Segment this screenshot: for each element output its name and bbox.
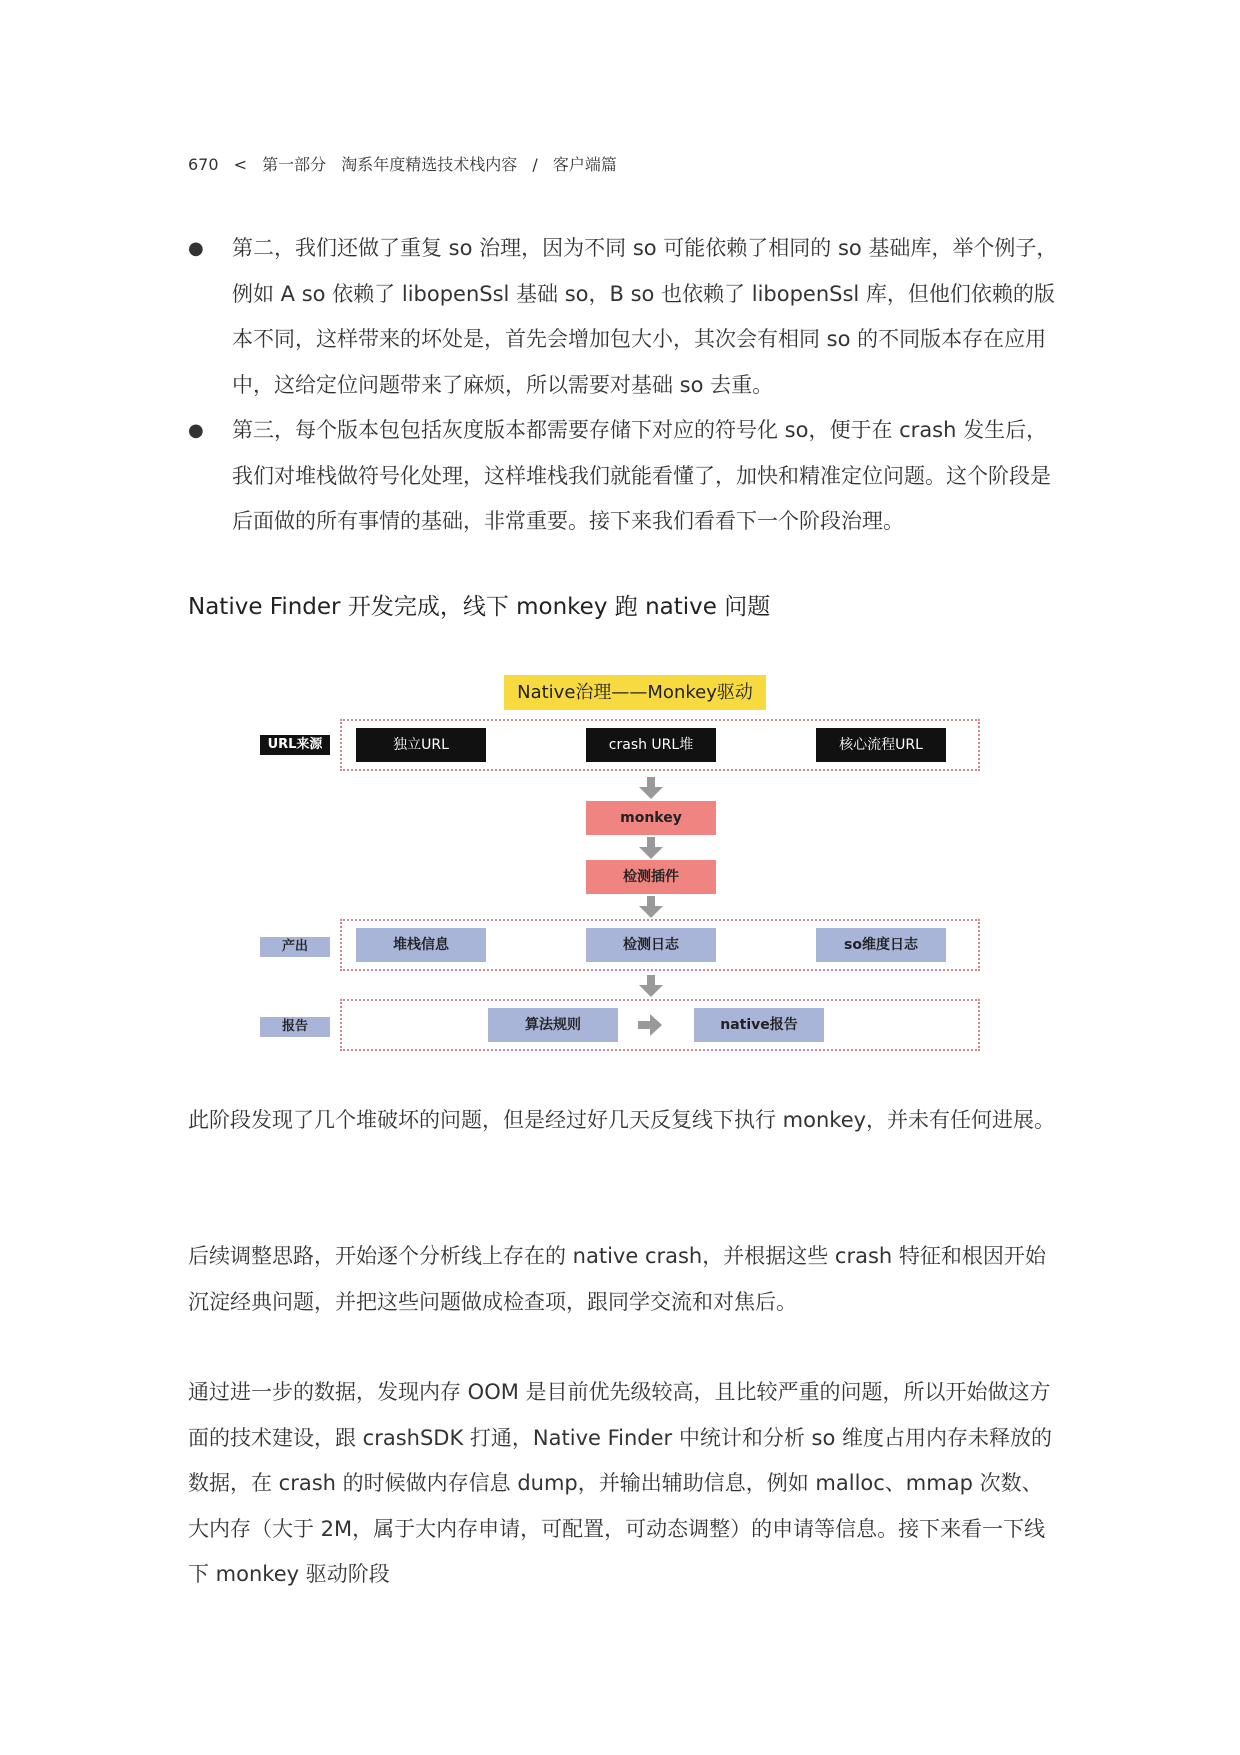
section-title: Native Finder 开发完成，线下 monkey 跑 native 问题 (188, 594, 771, 620)
diagram-title: Native治理——Monkey驱动 (504, 675, 766, 710)
bullet-item (188, 226, 1058, 408)
chevron-left-icon: < (233, 155, 248, 174)
chapter-label: 客户端篇 (552, 155, 617, 174)
arrow-right-icon (638, 1014, 662, 1036)
monkey-box: monkey (586, 801, 716, 835)
source-box: 独立URL (356, 728, 486, 762)
arrow-down-icon (639, 837, 663, 859)
page-header (188, 152, 627, 175)
row-label-report: 报告 (260, 1017, 330, 1037)
arrow-down-icon (639, 777, 663, 799)
header-separator: / (532, 155, 538, 174)
bullet-list (188, 226, 1058, 545)
bullet-icon: ● (188, 238, 204, 259)
row-label-source: URL来源 (260, 735, 330, 755)
output-box: 堆栈信息 (356, 928, 486, 962)
arrow-down-icon (639, 975, 663, 997)
source-box: crash URL堆 (586, 728, 716, 762)
report-box: native报告 (694, 1008, 824, 1042)
row-label-output: 产出 (260, 937, 330, 957)
paragraph: 此阶段发现了几个堆破坏的问题，但是经过好几天反复线下执行 monkey，并未有任何进展。 (188, 1108, 1056, 1132)
flow-diagram (260, 675, 980, 1055)
paragraph: 后续调整思路，开始逐个分析线上存在的 native crash，并根据这些 crash 特征和根因开始沉淀经典问题，并把这些问题做成检查项，跟同学交流和对焦后。 (188, 1244, 1046, 1314)
output-box: so维度日志 (816, 928, 946, 962)
arrow-down-icon (639, 896, 663, 918)
bullet-text: 第二，我们还做了重复 so 治理，因为不同 so 可能依赖了相同的 so 基础库，举个例子，例如 A so 依赖了 libopenSsl 基础 so，B so 也依赖了 libopenSsl 库，但他们依赖的版本不同，这样带来的坏处是，首先会增加包大小，其次会有相同 so 的不同版本存在应用中，这给定位问题带来了麻烦，所以需要对基础 so 去重。 (232, 236, 1058, 397)
plugin-box: 检测插件 (586, 860, 716, 894)
report-box: 算法规则 (488, 1008, 618, 1042)
paragraph: 通过进一步的数据，发现内存 OOM 是目前优先级较高，且比较严重的问题，所以开始做这方面的技术建设，跟 crashSDK 打通，Native Finder 中统计和分析 so 维度占用内存未释放的数据，在 crash 的时候做内存信息 dump，并输出辅助信息，例如 malloc、mmap 次数、大内存（大于 2M，属于大内存申请，可配置，可动态调整）的申请等信息。接下来看一下线下 monkey 驱动阶段 (188, 1380, 1052, 1586)
bullet-item (188, 408, 1058, 545)
page-number: 670 (188, 155, 219, 174)
output-box: 检测日志 (586, 928, 716, 962)
bullet-text: 第三，每个版本包包括灰度版本都需要存储下对应的符号化 so，便于在 crash 发生后，我们对堆栈做符号化处理，这样堆栈我们就能看懂了，加快和精准定位问题。这个阶段是后面做的所有事情的基础，非常重要。接下来我们看看下一个阶段治理。 (232, 418, 1051, 533)
book-title: 淘系年度精选技术栈内容 (341, 155, 518, 174)
part-label: 第一部分 (262, 155, 327, 174)
bullet-icon: ● (188, 420, 204, 441)
source-box: 核心流程URL (816, 728, 946, 762)
